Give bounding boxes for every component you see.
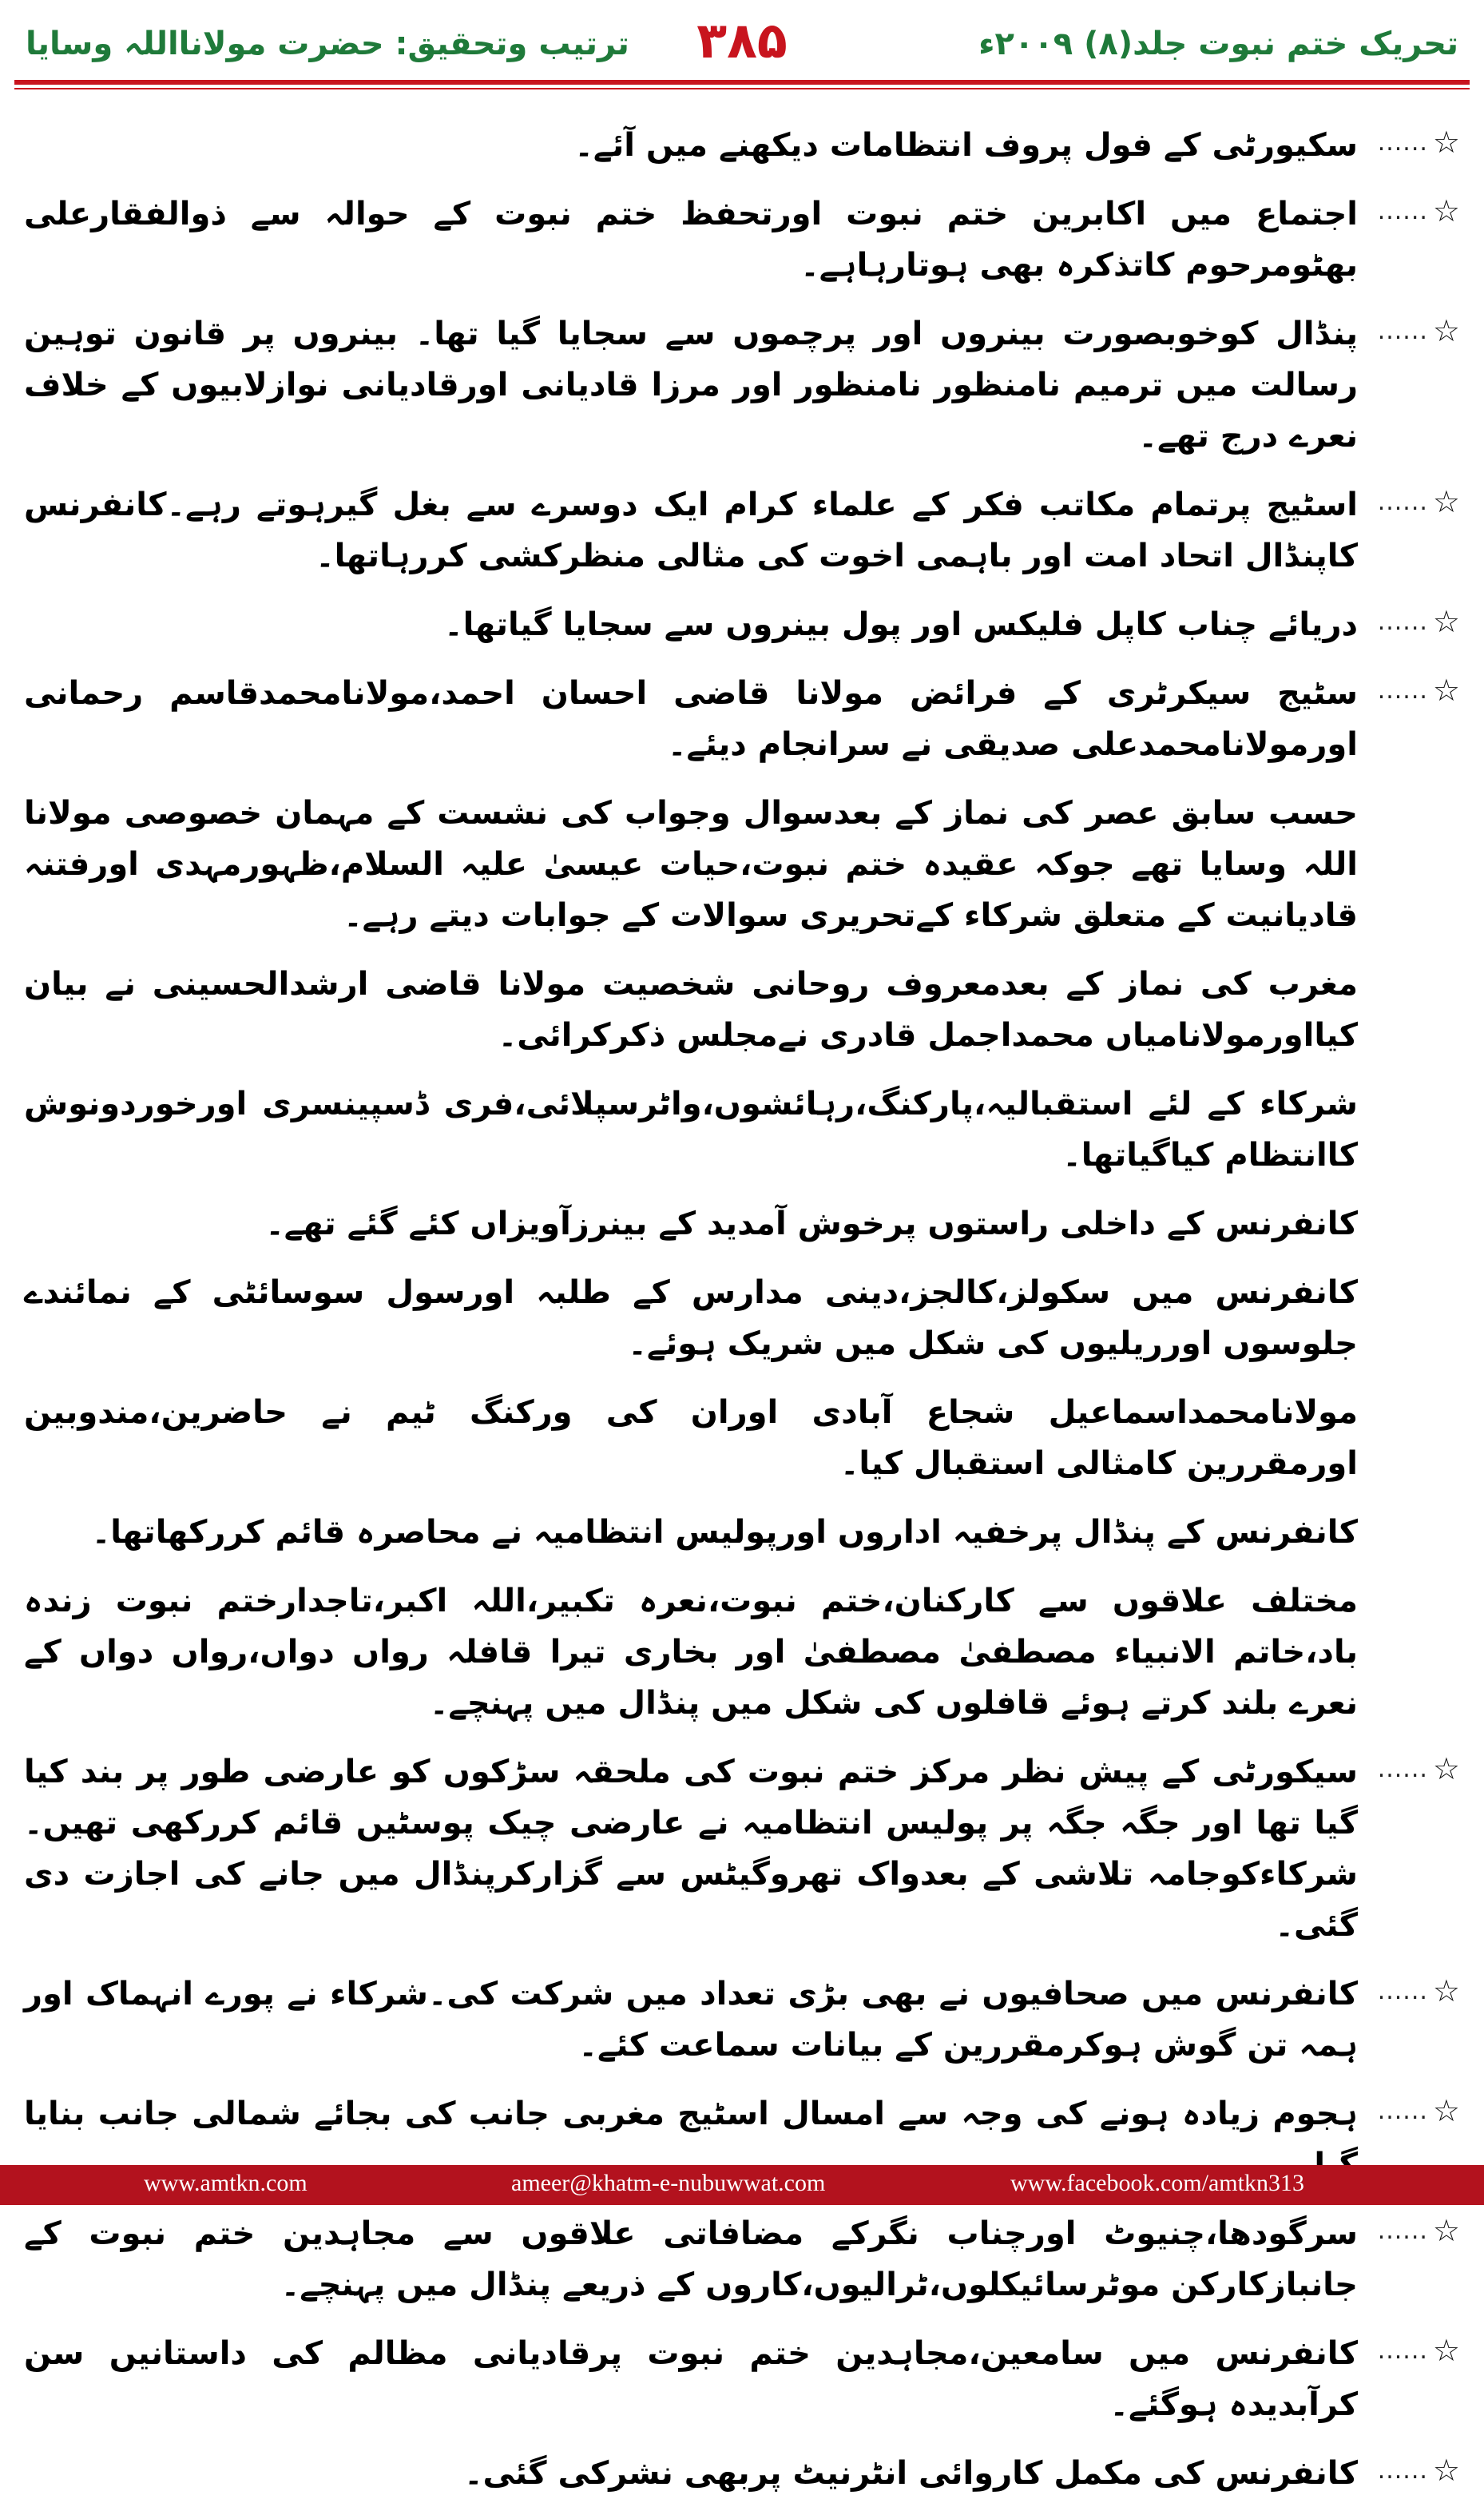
bullet-dots: ......: [1377, 1754, 1428, 1783]
bullet-dots: ......: [1377, 607, 1428, 636]
paragraph: [24, 479, 1460, 582]
footer-facebook[interactable]: www.facebook.com/amtkn313: [1010, 2170, 1304, 2196]
bullet-dots: ......: [1377, 128, 1428, 157]
star-icon: ☆: [1432, 2333, 1460, 2368]
bullet-marker: [1358, 788, 1460, 793]
paragraph: [24, 1969, 1460, 2071]
paragraph-text: شرکاء کے لئے استقبالیہ،پارکنگ،رہائشوں،واٹرسپلائی،فری ڈسپینسری اورخوردونوش کاانتظام کیاگیاتھا۔: [24, 1086, 1358, 1174]
bullet-marker: [1358, 2088, 1460, 2128]
bullet-marker: [1358, 1575, 1460, 1580]
paragraph: [24, 1507, 1460, 1558]
paragraph-text: اجتماع میں اکابرین ختم نبوت اورتحفظ ختم نبوت کے حوالہ سے ذوالفقارعلی بھٹومرحوم کاتذکرہ بھی ہوتارہاہے۔: [24, 196, 1358, 284]
bullet-marker: [1358, 959, 1460, 963]
paragraph-text: کانفرنس کی مکمل کاروائی انٹرنیٹ پربھی نشرکی گئی۔: [464, 2455, 1358, 2492]
footer-email[interactable]: ameer@khatm-e-nubuwwat.com: [511, 2170, 826, 2196]
paragraph-text: ہجوم زیادہ ہونے کی وجہ سے امسال اسٹیج مغربی جانب کی بجائے شمالی جانب بنایا: [24, 2096, 1358, 2132]
paragraph: [24, 120, 1460, 171]
bullet-marker: [1358, 189, 1460, 228]
star-icon: ☆: [1432, 2093, 1460, 2128]
paragraph-text: کانفرنس میں صحافیوں نے بھی بڑی تعداد میں شرکت کی۔شرکاء نے پورے انہماک اور ہمہ تن گوش ہوکرمقررین کے بیانات سماعت کئے۔: [24, 1976, 1358, 2064]
bullet-marker: [1358, 1969, 1460, 2008]
paragraph-text: پنڈال کوخوبصورت بینروں اور پرچموں سے سجایا گیا تھا۔ بینروں پر قانون توہین رسالت میں ترمیم نامنظور نامنظور اور مرزا قادیانی اورقادیانی نوازلابیوں کے خلاف نعرے درج تھے۔: [24, 316, 1358, 455]
paragraph: [24, 668, 1460, 770]
header-divider: [14, 80, 1470, 85]
bullet-dots: ......: [1377, 2216, 1428, 2245]
bullet-dots: ......: [1377, 2096, 1428, 2125]
paragraph-text: دریائے چناب کاپل فلیکس اور پول بینروں سے سجایا گیاتھا۔: [444, 606, 1358, 643]
star-icon: ☆: [1432, 2213, 1460, 2248]
bullet-dots: ......: [1377, 197, 1428, 225]
bullet-marker: [1358, 2328, 1460, 2368]
paragraph: [24, 2208, 1460, 2310]
page-header: [0, 0, 1484, 96]
bullet-marker: [1358, 1079, 1460, 1083]
paragraph-text: سٹیج سیکرٹری کے فرائض مولانا قاضی احسان احمد،مولانامحمدقاسم رحمانی اورمولانامحمدعلی صدیقی نے سرانجام دیئے۔: [24, 675, 1358, 763]
bullet-marker: [1358, 668, 1460, 708]
paragraph-text: سیکورٹی کے پیش نظر مرکز ختم نبوت کی ملحقہ سڑکوں کو عارضی طور پر بند کیا گیا تھا اور جگہ جگہ پر پولیس انتظامیہ نے عارضی چیک پوسٹیں قائم کررکھی تھیں۔شرکاءکوجامہ تلاشی کے بعدواک تھروگیٹس سے گزارکرپنڈال میں جانے کی اجازت دی گئی۔: [24, 1754, 1358, 1944]
star-icon: ☆: [1432, 193, 1460, 228]
paragraph-text: مولانامحمداسماعیل شجاع آبادی اوران کی ورکنگ ٹیم نے حاضرین،مندوبین اورمقررین کامثالی استقبال کیا۔: [24, 1394, 1358, 1482]
bullet-marker: [1358, 2208, 1460, 2248]
paragraph-text: حسب سابق عصر کی نماز کے بعدسوال وجواب کی نشست کے مہمان خصوصی مولانا اللہ وسایا تھے جوکہ عقیدہ ختم نبوت،حیات عیسیٰ علیہ السلام،ظہورمہدی اورفتنہ قادیانیت کے متعلق شرکاء کےتحریری سوالات کے جوابات دیتے رہے۔: [24, 795, 1358, 934]
star-icon: ☆: [1432, 604, 1460, 639]
paragraph: [24, 1387, 1460, 1489]
footer-website[interactable]: www.amtkn.com: [144, 2170, 308, 2196]
paragraph-text: کانفرنس میں سکولز،کالجز،دینی مدارس کے طلبہ اورسول سوسائٹی کے نمائندے جلوسوں اورریلیوں کی شکل میں شریک ہوئے۔: [24, 1274, 1358, 1362]
paragraph: [24, 599, 1460, 650]
bullet-dots: ......: [1377, 487, 1428, 516]
bullet-marker: [1358, 1507, 1460, 1512]
bullet-marker: [1358, 308, 1460, 348]
page-footer: [0, 2165, 1484, 2205]
star-icon: ☆: [1432, 484, 1460, 519]
paragraph: [24, 1746, 1460, 1951]
paragraph-text: مغرب کی نماز کے بعدمعروف روحانی شخصیت مولانا قاضی ارشدالحسینی نے بیان کیااورمولانامیاں محمداجمل قادری نےمجلس ذکرکرائی۔: [24, 966, 1358, 1054]
bullet-dots: ......: [1377, 1977, 1428, 2005]
paragraph: [24, 1079, 1460, 1181]
paragraph: [24, 308, 1460, 462]
bullet-marker: [1358, 479, 1460, 519]
star-icon: ☆: [1432, 1973, 1460, 2008]
paragraph: [24, 189, 1460, 291]
paragraph: [24, 1267, 1460, 1369]
paragraph: [24, 959, 1460, 1061]
paragraph-text: سکیورٹی کے فول پروف انتظامات دیکھنے میں آئے۔: [574, 127, 1358, 164]
bullet-dots: ......: [1377, 316, 1428, 345]
bullet-dots: ......: [1377, 676, 1428, 705]
bullet-dots: ......: [1377, 2456, 1428, 2485]
paragraph-text: کانفرنس کے داخلی راستوں پرخوش آمدید کے بینرزآویزاں کئے گئے تھے۔: [265, 1206, 1358, 1242]
star-icon: ☆: [1432, 125, 1460, 160]
paragraph: [24, 2328, 1460, 2430]
paragraph: [24, 2448, 1460, 2499]
paragraph-text: اسٹیج پرتمام مکاتب فکر کے علماء کرام ایک دوسرے سے بغل گیرہوتے رہے۔کانفرنس کاپنڈال اتحاد امت اور باہمی اخوت کی مثالی منظرکشی کررہاتھا۔: [24, 487, 1358, 574]
bullet-marker: [1358, 1746, 1460, 1786]
star-icon: ☆: [1432, 673, 1460, 708]
paragraph-text: کانفرنس کے پنڈال پرخفیہ اداروں اورپولیس انتظامیہ نے محاصرہ قائم کررکھاتھا۔: [91, 1514, 1358, 1551]
paragraph-text: سرگودھا،چنیوٹ اورچناب نگرکے مضافاتی علاقوں سے مجاہدین ختم نبوت کے جانبازکارکن موٹرسائیکلوں،ٹرالیوں،کاروں کے ذریعے پنڈال میں پہنچے۔: [24, 2215, 1358, 2303]
star-icon: ☆: [1432, 2453, 1460, 2488]
star-icon: ☆: [1432, 313, 1460, 348]
book-title: تحریک ختم نبوت جلد(۸) ۲۰۰۹ء: [978, 26, 1458, 62]
bullet-marker: [1358, 2448, 1460, 2488]
page-number: ۳۸۵: [696, 11, 788, 70]
paragraph: [24, 788, 1460, 941]
bullet-marker: [1358, 599, 1460, 639]
paragraph: [24, 1575, 1460, 1729]
bullet-marker: [1358, 1198, 1460, 1203]
bullet-dots: ......: [1377, 2336, 1428, 2365]
paragraph-text: مختلف علاقوں سے کارکنان،ختم نبوت،نعرہ تکبیر،اللہ اکبر،تاجدارختم نبوت زندہ باد،خاتم الانبیاء مصطفیٰ مصطفیٰ اور بخاری تیرا قافلہ رواں دواں،رواں دواں کے نعرے بلند کرتے ہوئے قافلوں کی شکل میں پنڈال میں پہنچے۔: [24, 1583, 1358, 1722]
bullet-marker: [1358, 1267, 1460, 1272]
star-icon: ☆: [1432, 1751, 1460, 1786]
header-divider-thin: [14, 88, 1470, 89]
paragraph: [24, 1198, 1460, 1250]
bullet-marker: [1358, 120, 1460, 160]
paragraph-text: کانفرنس میں سامعین،مجاہدین ختم نبوت پرقادیانی مظالم کی داستانیں سن کرآبدیدہ ہوگئے۔: [24, 2335, 1358, 2423]
bullet-marker: [1358, 1387, 1460, 1392]
compiler-credit: ترتیب وتحقیق: حضرت مولانااللہ وسایا: [26, 26, 629, 62]
